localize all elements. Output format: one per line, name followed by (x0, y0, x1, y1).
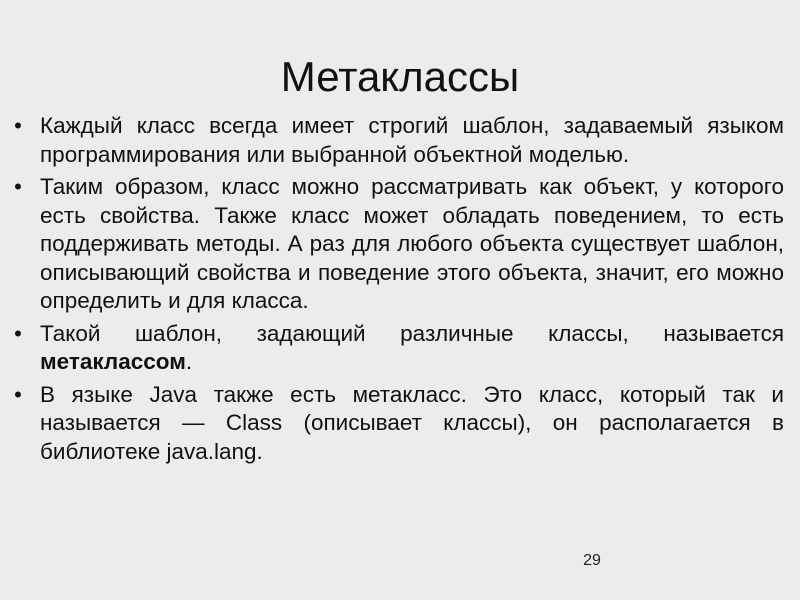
bullet-text: Таким образом, класс можно рассматривать как объект, у которого есть свойства. Также класс может обладать поведением, то есть поддерживать методы. А раз для любого объекта существует шаблон, описывающий свойства и поведение этого объекта, значит, его можно определить и для класса. (40, 174, 784, 313)
bullet-marker-icon: • (14, 174, 22, 199)
bullet-text: Каждый класс всегда имеет строгий шаблон, задаваемый языком программирования или выбранной объектной моделью. (40, 113, 784, 167)
bullet-marker-icon: • (14, 320, 22, 346)
bullet-marker-icon: • (14, 381, 22, 407)
bullet-text-before: Такой шаблон, задающий различные классы, называется (40, 320, 784, 346)
bullet-item (14, 320, 784, 377)
bullet-item (14, 381, 784, 467)
bullet-item (14, 173, 784, 316)
bullet-item (14, 112, 784, 169)
bullet-list (14, 112, 784, 470)
slide-title: Метаклассы (280, 53, 520, 100)
bullet-marker-icon: • (14, 113, 22, 138)
page-number: 29 (583, 552, 601, 569)
bullet-text-after: . (185, 349, 193, 374)
bullet-bold-term: метаклассом (40, 349, 186, 374)
bullet-text: В языке Java также есть метакласс. Это класс, который так и называется — Class (описывает классы), он располагается в библиотеке java.lang. (40, 381, 784, 464)
